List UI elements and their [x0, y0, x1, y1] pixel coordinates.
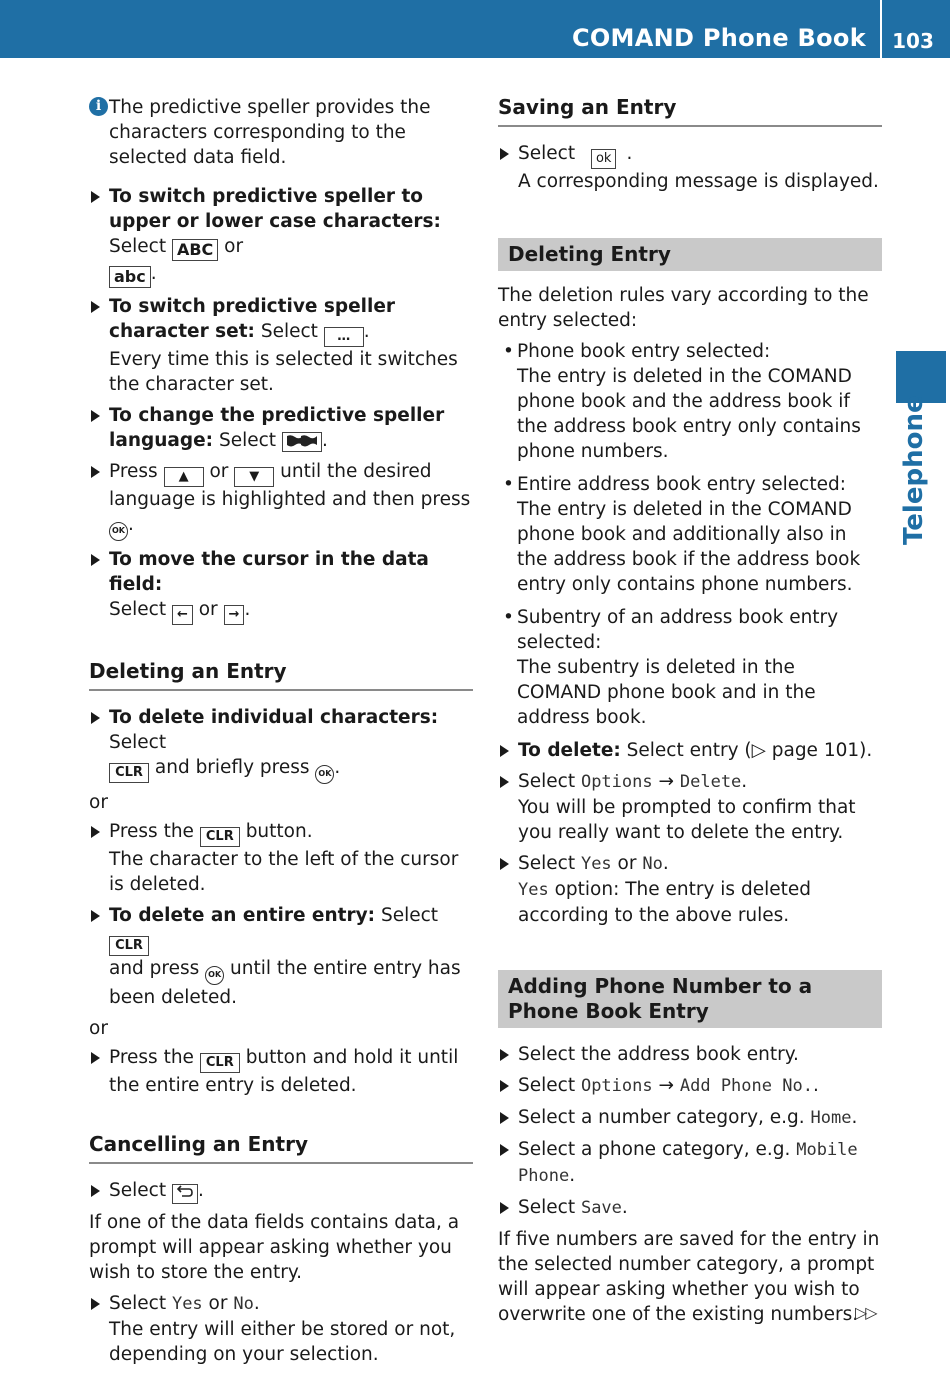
bullet-item: [498, 472, 882, 597]
step-text: button.: [239, 821, 313, 842]
bullet-head: Phone book entry selected:: [517, 341, 771, 362]
step-number-category: [498, 1105, 882, 1131]
step-text: or: [611, 853, 643, 874]
bullet-item: [498, 339, 882, 464]
section-heading-cancelling-an-entry: Cancelling an Entry: [89, 1132, 473, 1164]
bullet-body: The subentry is deleted in the COMAND phone book and in the address book.: [517, 657, 816, 728]
menu-options: Options: [580, 772, 653, 792]
paragraph: If one of the data fields contains data, a prompt will appear asking whether you wish to store the entry.: [89, 1212, 460, 1283]
step-detail: option: The entry is deleted according to the above rules.: [518, 879, 811, 926]
step-text: or: [202, 1293, 234, 1314]
step-text: .: [741, 771, 748, 792]
step-text: Select: [213, 430, 282, 451]
step-text: or: [218, 236, 244, 257]
menu-arrow: →: [652, 771, 680, 792]
step-text: Press the: [109, 1047, 200, 1068]
info-note-text: The predictive speller provides the characters corresponding to the selected data field.: [109, 97, 431, 168]
option-yes: Yes: [518, 880, 549, 900]
or-separator: or: [89, 1018, 108, 1039]
step-text: .: [197, 1180, 204, 1201]
step-select-yes-no: [89, 1291, 473, 1367]
option-yes: Yes: [580, 854, 612, 874]
page-header: [0, 0, 950, 58]
step-detail: A corresponding message is displayed.: [518, 171, 879, 192]
step-text: Select: [518, 143, 581, 164]
step-text: .: [334, 757, 341, 778]
step-move-cursor: [89, 547, 473, 625]
clr-key: CLR: [109, 936, 149, 956]
step-text: .: [150, 263, 157, 284]
step-text: .: [253, 1293, 260, 1314]
option-no: No: [642, 854, 663, 874]
step-text: or: [203, 461, 235, 482]
menu-delete: Delete: [679, 772, 742, 792]
step-press-clr: [89, 819, 473, 897]
option-yes: Yes: [171, 1294, 203, 1314]
step-text: Select: [518, 853, 581, 874]
bullet-item: [498, 605, 882, 730]
step-heading: To move the cursor in the data field:: [109, 549, 429, 595]
step-change-language: [89, 403, 473, 453]
clr-key: CLR: [109, 763, 149, 783]
step-text: Select: [254, 321, 324, 342]
step-text: .: [128, 514, 134, 535]
step-heading: To change the predictive speller language:: [109, 405, 445, 451]
step-delete-entire-entry: [89, 903, 473, 1010]
down-arrow-key: ▼: [234, 467, 274, 487]
step-select-yes-no: [498, 851, 882, 928]
step-text: Select entry (▷ page 101).: [620, 740, 873, 761]
clr-key: CLR: [200, 827, 240, 847]
menu-add-phone-no: Add Phone No.: [679, 1076, 813, 1096]
step-select-back: [89, 1178, 473, 1204]
right-arrow-key: →: [224, 605, 245, 625]
ok-button-icon: OK: [315, 765, 334, 784]
menu-save: Save: [580, 1198, 622, 1218]
step-text: or: [192, 599, 224, 620]
step-text: Select: [518, 1075, 581, 1096]
page-number: 103: [892, 29, 934, 53]
step-text: .: [569, 1165, 576, 1186]
step-select-ok: [498, 141, 882, 194]
step-text: .: [812, 1075, 819, 1096]
step-text: .: [244, 599, 251, 620]
step-text: Select: [109, 732, 167, 753]
bullet-body: The entry is deleted in the COMAND phone book and additionally also in the address book if the address book entry only contains phone numbers.: [517, 499, 861, 595]
step-switch-case: [89, 184, 473, 288]
step-text: Press the: [109, 821, 200, 842]
step-text: Select: [375, 905, 439, 926]
section-heading-adding-phone-number: Adding Phone Number to a Phone Book Entry: [498, 970, 882, 1028]
bullet-head: Subentry of an address book entry selected:: [517, 607, 839, 653]
step-text: Select: [109, 236, 172, 257]
step-text: until the entire entry has been deleted.: [109, 958, 461, 1008]
menu-arrow: →: [652, 1075, 680, 1096]
left-arrow-key: ←: [172, 605, 193, 625]
menu-options: Options: [580, 1076, 653, 1096]
step-heading: To delete an entire entry:: [109, 905, 376, 926]
step-text: .: [321, 430, 328, 451]
step-text: .: [662, 853, 669, 874]
bullet-head: Entire address book entry selected:: [517, 474, 846, 495]
step-heading: To delete individual characters:: [109, 707, 439, 728]
abc-upper-key: ABC: [172, 239, 218, 261]
step-text: Press: [109, 461, 164, 482]
step-text: Select: [109, 599, 172, 620]
step-detail: The character to the left of the cursor is deleted.: [109, 849, 459, 895]
ellipsis-key: …: [324, 327, 364, 347]
step-press-arrows: [89, 459, 473, 541]
abc-lower-key: abc: [109, 266, 151, 288]
step-detail: The entry will either be stored or not, depending on your selection.: [109, 1319, 456, 1365]
step-text: .: [851, 1107, 858, 1128]
step-detail: You will be prompted to confirm that you really want to delete the entry.: [518, 797, 856, 843]
section-heading-deleting-entry: Deleting Entry: [498, 238, 882, 271]
back-icon: [172, 1184, 198, 1204]
step-detail: Every time this is selected it switches the character set.: [109, 349, 458, 395]
step-delete-characters: [89, 705, 473, 784]
step-text: Select: [109, 1180, 172, 1201]
step-hold-clr: [89, 1045, 473, 1098]
step-text: Select a number category, e.g.: [518, 1107, 811, 1128]
info-note: [89, 95, 473, 170]
step-options-add-phone: [498, 1073, 882, 1099]
step-heading: To switch predictive speller to upper or lower case characters:: [109, 186, 441, 232]
info-icon: i: [89, 97, 108, 116]
step-phone-category: [498, 1137, 882, 1189]
step-heading: To switch predictive speller character set:: [109, 296, 396, 342]
or-separator: or: [89, 792, 108, 813]
option-no: No: [233, 1294, 254, 1314]
side-tab-label: Telephone: [899, 395, 929, 545]
step-text: Select: [518, 771, 581, 792]
step-text: Select: [109, 1293, 172, 1314]
step-heading: To delete:: [518, 740, 621, 761]
step-text: .: [621, 1197, 628, 1218]
ok-button-icon: OK: [109, 522, 128, 541]
paragraph: If five numbers are saved for the entry in the selected number category, a prompt will appear asking whether you wish to overwrite one of the existing numbers.: [498, 1229, 880, 1325]
flag-icon: [282, 432, 322, 452]
step-text: Select the address book entry.: [518, 1044, 799, 1065]
next-page-marker: ▷▷: [855, 1303, 876, 1322]
step-switch-charset: [89, 294, 473, 397]
step-text: and briefly press: [149, 757, 316, 778]
step-text: and press: [109, 958, 206, 979]
right-column: [498, 95, 882, 1333]
step-text: .: [626, 143, 633, 164]
category-mobile-phone: Mobile Phone: [518, 1140, 858, 1186]
step-select-save: [498, 1195, 882, 1221]
header-title: COMAND Phone Book: [571, 24, 866, 52]
step-text: Select: [518, 1197, 581, 1218]
step-text: .: [363, 321, 370, 342]
step-text: Select a phone category, e.g.: [518, 1139, 797, 1160]
up-arrow-key: ▲: [164, 467, 204, 487]
ok-button-icon: OK: [205, 966, 224, 985]
step-select-address-entry: [498, 1042, 882, 1067]
category-home: Home: [810, 1108, 852, 1128]
left-column: [89, 95, 473, 1373]
section-heading-saving-an-entry: Saving an Entry: [498, 95, 882, 127]
step-text: button and hold it until the entire entry is deleted.: [109, 1047, 459, 1096]
step-options-delete: [498, 769, 882, 845]
bullet-body: The entry is deleted in the COMAND phone book and the address book if the address book entry only contains phone numbers.: [517, 366, 861, 462]
ok-key: ok: [591, 149, 616, 169]
clr-key: CLR: [200, 1053, 240, 1073]
section-heading-deleting-an-entry: Deleting an Entry: [89, 659, 473, 691]
step-text: until the desired language is highlighted and then press: [109, 461, 471, 510]
paragraph: The deletion rules vary according to the entry selected:: [498, 285, 869, 331]
step-to-delete: [498, 738, 882, 763]
